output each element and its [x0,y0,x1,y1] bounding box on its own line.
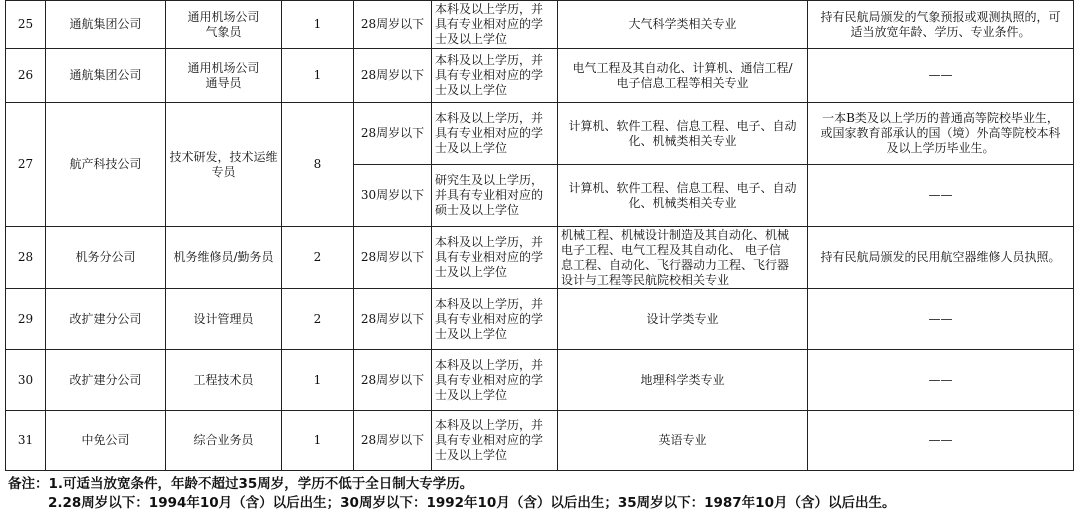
education-cell-line: 本科及以上学历，并 [435,111,544,125]
education-cell-line: 本科及以上学历，并 [435,357,544,372]
other-requirements-cell-line: 一本B类及以上学历的普通高等院校毕业生， [822,111,1059,125]
age-cell: 28周岁以下 [354,49,432,103]
note-line-1: 备注：1.可适当放宽条件，年龄不超过35周岁，学历不低于全日制大专学历。 [8,476,474,492]
education-cell-line: 具有专业相对应的学 [435,433,544,447]
position-cell [166,289,282,350]
table-row [6,1,1074,49]
education-cell-line: 本科及以上学历，并 [435,235,544,249]
major-cell-line: 电子信息工程等相关专业 [616,75,749,90]
table-body [6,1,1074,471]
age-cell: 28周岁以下 [354,103,432,165]
table-row [6,411,1074,471]
position-cell [166,1,282,49]
other-requirements-cell [808,49,1074,103]
table-row [6,227,1074,289]
other-requirements-cell-line: 持有民航局颁发的气象预报或观测执照的，可 [820,9,1061,24]
company-cell: 改扩建分公司 [46,289,166,350]
education-cell [432,49,558,103]
education-cell-line: 本科及以上学历，并 [435,418,544,432]
position-cell [166,227,282,289]
major-cell-line: 机械工程、机械设计制造及其自动化、机械 [561,227,790,242]
position-cell-line: 通用机场公司 [187,60,260,75]
education-cell-line: 具有专业相对应的学 [435,372,544,387]
major-cell [558,350,808,411]
headcount-cell: 1 [282,350,354,411]
education-cell [432,289,558,350]
headcount-cell: 2 [282,289,354,350]
position-cell-line: 工程技术员 [193,372,254,387]
education-cell-line: 士及以上学位 [435,448,508,462]
headcount-cell: 1 [282,49,354,103]
education-cell-line: 士及以上学位 [435,32,508,46]
headcount-cell: 1 [282,1,354,49]
headcount-cell: 2 [282,227,354,289]
position-cell-line: 通导员 [205,75,242,90]
education-cell-line: 硕士及以上学位 [435,203,520,217]
age-cell: 28周岁以下 [354,350,432,411]
other-requirements-cell [808,165,1074,227]
table-row [6,103,1074,165]
other-requirements-cell-line: —— [928,311,953,326]
age-cell: 30周岁以下 [354,165,432,227]
major-cell [558,49,808,103]
other-requirements-cell [808,227,1074,289]
note-line-2: 2.28周岁以下：1994年10月（含）以后出生；30周岁以下：1992年10月（含）以后出生；35周岁以下：1987年10月（含）以后出生。 [48,495,896,511]
major-cell-line: 计算机、软件工程、信息工程、电子、自动 [568,118,797,133]
position-cell-line: 专员 [211,164,236,179]
major-cell-line: 设计学类专业 [646,311,719,326]
company-cell: 中免公司 [46,411,166,471]
other-requirements-cell-line: 适当放宽年龄、学历、专业条件。 [850,24,1031,39]
position-cell [166,350,282,411]
other-requirements-cell-line: 持有民航局颁发的民用航空器维修人员执照。 [820,250,1061,264]
table-row [6,289,1074,350]
major-cell-line: 化、机械类相关专业 [628,133,737,148]
major-cell [558,165,808,227]
education-cell-line: 士及以上学位 [435,83,508,97]
headcount-cell: 1 [282,411,354,471]
other-requirements-cell [808,411,1074,471]
other-requirements-cell [808,103,1074,165]
position-cell [166,103,282,227]
age-cell: 28周岁以下 [354,289,432,350]
education-cell-line: 具有专业相对应的学 [435,250,544,264]
education-cell-line: 具有专业相对应的学 [435,17,544,31]
company-cell: 航产科技公司 [46,103,166,227]
major-cell [558,103,808,165]
row-number-cell: 28 [6,227,46,289]
major-cell-line: 电子工程、电气工程及其自动化、 电子信 [561,242,781,257]
position-cell [166,49,282,103]
other-requirements-cell-line: —— [928,433,953,447]
major-cell-line: 英语专业 [658,433,707,447]
education-cell-line: 并具有专业相对应的 [435,188,544,202]
major-cell-line: 计算机、软件工程、信息工程、电子、自动 [568,180,797,195]
position-cell-line: 设计管理员 [193,311,254,326]
position-cell-line: 机务维修员/勤务员 [173,250,274,264]
table-row [6,49,1074,103]
age-cell: 28周岁以下 [354,227,432,289]
education-cell [432,165,558,227]
education-cell-line: 士及以上学位 [435,326,508,341]
row-number-cell: 31 [6,411,46,471]
position-cell-line: 技术研发，技术运维 [169,149,278,164]
position-cell [166,411,282,471]
company-cell: 改扩建分公司 [46,350,166,411]
company-cell: 机务分公司 [46,227,166,289]
table-row [6,350,1074,411]
notes [8,475,895,513]
company-cell: 通航集团公司 [46,49,166,103]
row-number-cell: 25 [6,1,46,49]
company-cell: 通航集团公司 [46,1,166,49]
row-number-cell: 27 [6,103,46,227]
other-requirements-cell-line: 或国家教育部承认的国（境）外高等院校本科 [820,126,1061,140]
other-requirements-cell [808,350,1074,411]
major-cell [558,289,808,350]
education-cell-line: 具有专业相对应的学 [435,311,544,326]
major-cell-line: 电气工程及其自动化、计算机、通信工程/ [572,60,793,75]
education-cell [432,411,558,471]
major-cell [558,1,808,49]
position-cell-line: 综合业务员 [193,433,254,447]
age-cell: 28周岁以下 [354,1,432,49]
major-cell [558,227,808,289]
education-cell-line: 具有专业相对应的学 [435,126,544,140]
other-requirements-cell-line: —— [928,372,953,387]
row-number-cell: 30 [6,350,46,411]
other-requirements-cell-line: —— [928,188,953,202]
major-cell-line: 息工程、自动化、飞行器动力工程、飞行器 [561,257,790,272]
position-cell-line: 气象员 [205,24,242,39]
other-requirements-cell [808,1,1074,49]
education-cell [432,350,558,411]
education-cell-line: 本科及以上学历，并 [435,296,544,311]
education-cell-line: 士及以上学位 [435,387,508,402]
major-cell [558,411,808,471]
major-cell-line: 化、机械类相关专业 [628,195,737,210]
row-number-cell: 29 [6,289,46,350]
recruitment-table [5,0,1074,471]
other-requirements-cell-line: 及以上学历毕业生。 [886,141,995,155]
education-cell-line: 士及以上学位 [435,265,508,279]
education-cell-line: 本科及以上学历，并 [435,53,544,67]
age-cell: 28周岁以下 [354,411,432,471]
headcount-cell: 8 [282,103,354,227]
major-cell-line: 大气科学类相关专业 [628,17,737,31]
education-cell-line: 研究生及以上学历， [435,173,544,187]
education-cell [432,227,558,289]
other-requirements-cell-line: —— [928,68,953,82]
major-cell-line: 设计与工程等民航院校相关专业 [561,272,730,287]
position-cell-line: 通用机场公司 [187,9,260,24]
education-cell-line: 本科及以上学历，并 [435,2,544,16]
major-cell-line: 地理科学类专业 [640,372,725,387]
row-number-cell: 26 [6,49,46,103]
education-cell [432,103,558,165]
education-cell-line: 具有专业相对应的学 [435,68,544,82]
education-cell [432,1,558,49]
education-cell-line: 士及以上学位 [435,141,508,155]
other-requirements-cell [808,289,1074,350]
